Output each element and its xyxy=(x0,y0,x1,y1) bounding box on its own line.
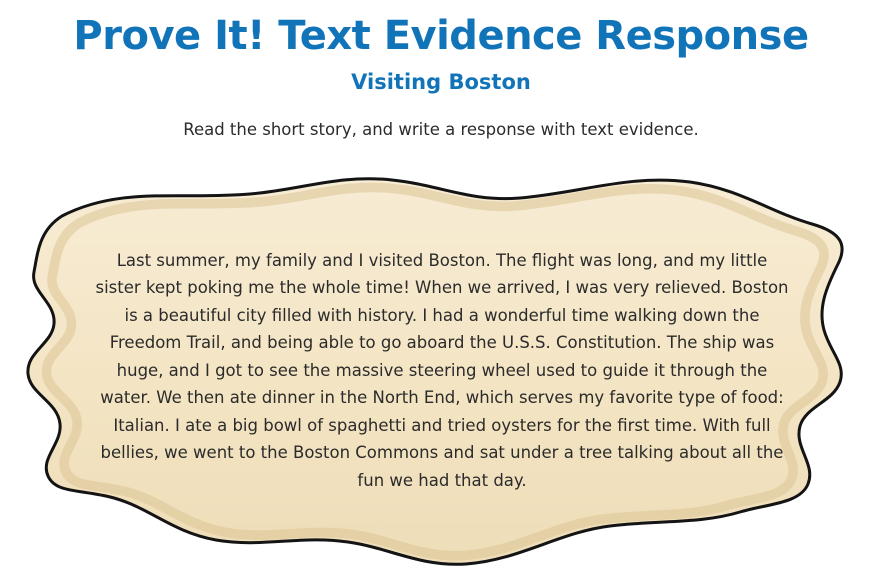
story-scroll xyxy=(0,168,882,578)
story-text: Last summer, my family and I visited Boston. The flight was long, and my little sister kept poking me the whole time! When we arrived, I was very relieved. Boston is a beautiful city filled with history. I had a wonderful time walking down the Freedom Trail, and being able to go aboard the U.S.S. Constitution. The ship was huge, and I got to see the massive steering wheel used to guide it through the water. We then ate dinner in the North End, which serves my favorite type of food: Italian. I ate a big bowl of spaghetti and tried oysters for the first time. With full bellies, we went to the Boston Commons and sat under a tree talking about all the fun we had that day. xyxy=(95,250,789,490)
page-title: Prove It! Text Evidence Response xyxy=(73,13,809,59)
page-subtitle: Visiting Boston xyxy=(351,70,531,94)
instructions-text: Read the short story, and write a response with text evidence. xyxy=(183,120,699,139)
